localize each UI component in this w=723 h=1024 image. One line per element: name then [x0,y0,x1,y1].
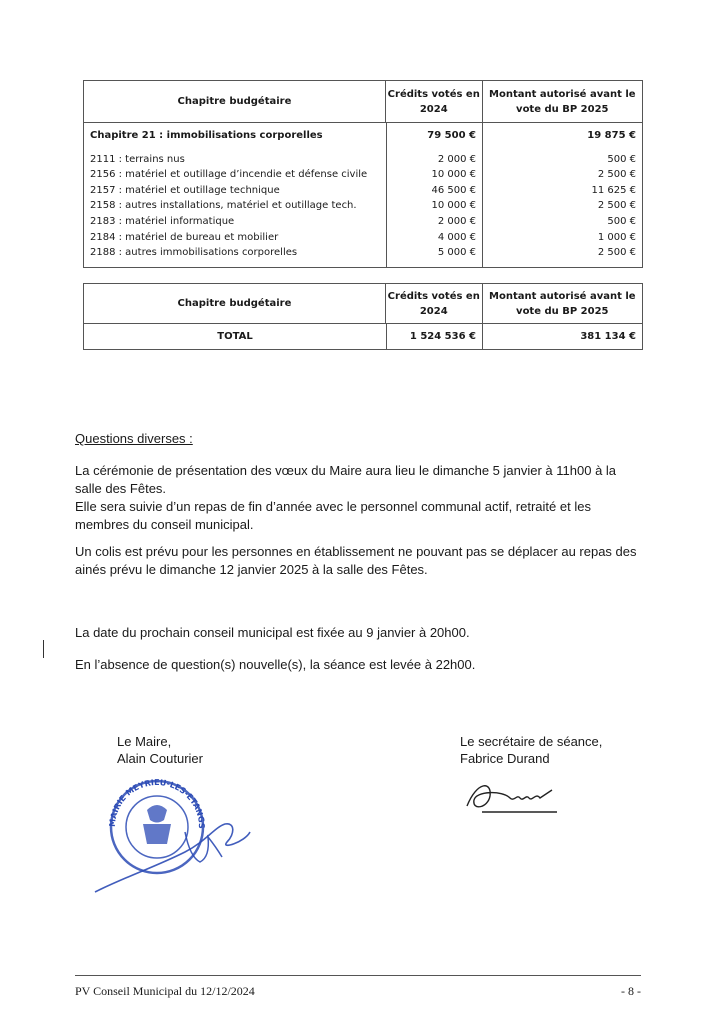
header-credits: Crédits votés en 2024 [385,81,482,122]
row-authorized: 1 000 € [597,231,636,243]
header-chapter: Chapitre budgétaire [177,96,292,107]
row-authorized: 500 € [607,153,636,165]
row-authorized: 11 625 € [591,184,636,196]
mayor-title: Le Maire, [117,734,172,749]
paragraph-ceremony: La cérémonie de présentation des vœux du Maire aura lieu le dimanche 5 janvier à 11h00 à la salle des Fêtes. [75,463,617,496]
row-credits: 10 000 € [431,200,476,212]
row-label: 2183 : matériel informatique [90,215,235,227]
row-label: 2111 : terrains nus [90,153,185,165]
paragraph-closing: En l’absence de question(s) nouvelle(s), la séance est levée à 22h00. [75,657,476,672]
total-authorized: 381 134 € [482,324,642,349]
total-credits: 1 524 536 € [386,324,482,349]
row-credits: 2 000 € [437,153,476,165]
page-footer [75,975,641,999]
total-row [84,324,642,349]
mairie-stamp [85,772,255,902]
margin-mark [43,640,44,658]
header-credits: Crédits votés en 2024 [385,284,482,323]
row-label: 2157 : matériel et outillage technique [90,184,280,196]
footer-title: PV Conseil Municipal du 12/12/2024 [75,984,255,998]
row-credits: 4 000 € [437,231,476,243]
row-authorized: 2 500 € [597,200,636,212]
stamp-text: MAIRIE MEYRIEU-LES-ETANGS [107,777,207,829]
row-authorized: 2 500 € [597,247,636,259]
section-heading: Questions diverses : [75,431,193,446]
header-authorized: Montant autorisé avant le vote du BP 2025 [482,81,642,122]
table-header [84,81,642,123]
paragraph-next-council: La date du prochain conseil municipal est fixée au 9 janvier à 20h00. [75,625,470,640]
mayor-name: Alain Couturier [117,751,203,766]
budget-table-total [83,283,643,350]
mayor-signature-block [117,733,203,767]
total-label: TOTAL [217,331,253,342]
row-label: 2184 : matériel de bureau et mobilier [90,231,279,243]
chapter-authorized: 19 875 € [587,130,636,141]
secretary-title: Le secrétaire de séance, [460,734,603,749]
header-chapter: Chapitre budgétaire [177,298,292,309]
secretary-name: Fabrice Durand [460,751,550,766]
row-credits: 5 000 € [437,247,476,259]
row-credits: 46 500 € [431,184,476,196]
credits-column [386,123,482,267]
row-credits: 2 000 € [437,215,476,227]
chapter-label: Chapitre 21 : immobilisations corporelles [90,130,323,141]
row-authorized: 2 500 € [597,169,636,181]
row-credits: 10 000 € [431,169,476,181]
row-label: 2156 : matériel et outillage d’incendie et défense civile [90,169,368,181]
paragraph-meal: Elle sera suivie d’un repas de fin d’année avec le personnel communal actif, retraité et les membres du conseil municipal. [75,499,591,532]
table-header [84,284,642,324]
header-authorized: Montant autorisé avant le vote du BP 2025 [482,284,642,323]
paragraph-package: Un colis est prévu pour les personnes en établissement ne pouvant pas se déplacer au repas des ainés prévu le dimanche 12 janvier 2025 à la salle des Fêtes. [75,544,637,577]
row-authorized: 500 € [607,215,636,227]
labels-column [84,123,386,267]
row-label: 2158 : autres installations, matériel et outillage tech. [90,200,357,212]
secretary-signature-block [460,733,602,767]
table-body [84,123,642,267]
page-number: - 8 - [621,984,641,998]
chapter-credits: 79 500 € [427,130,476,141]
secretary-signature [462,776,562,816]
budget-table-chapter-21 [83,80,643,268]
authorized-column [482,123,642,267]
row-label: 2188 : autres immobilisations corporelles [90,247,298,259]
